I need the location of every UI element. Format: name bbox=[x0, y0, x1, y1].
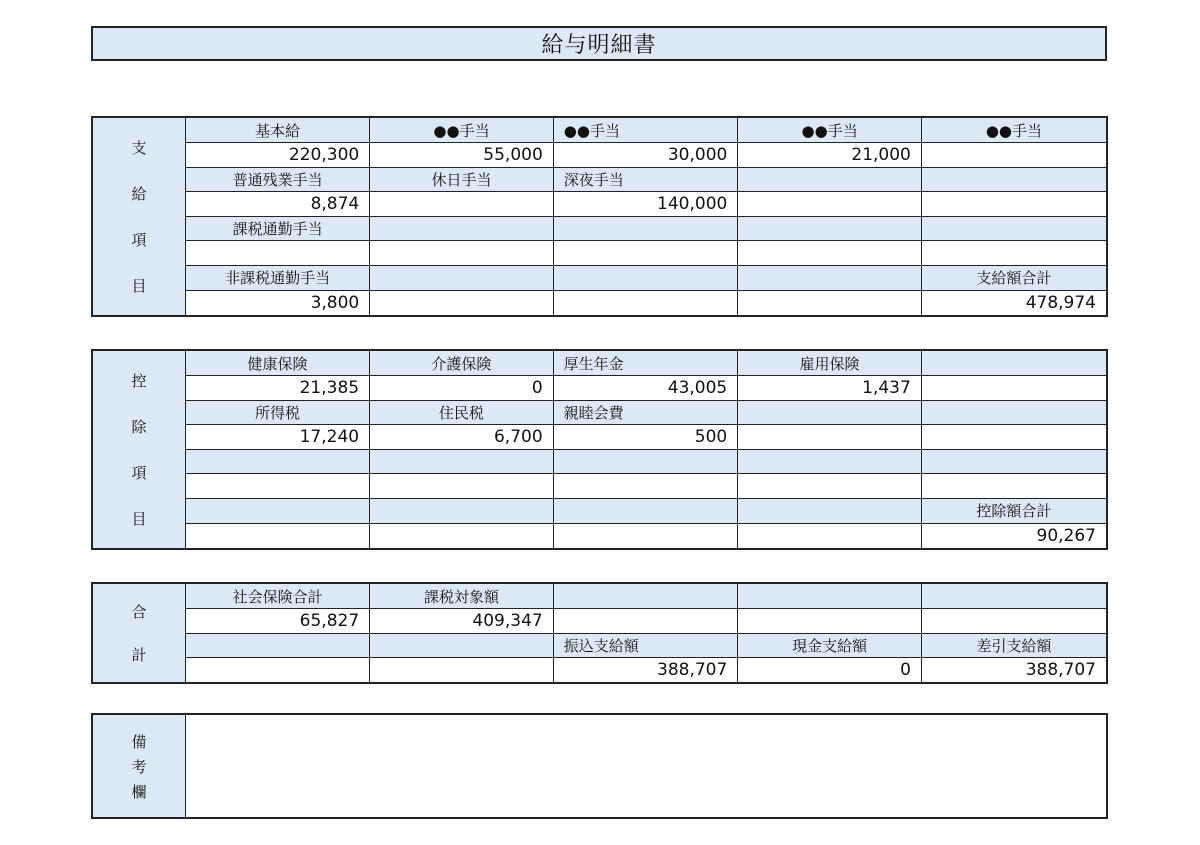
label-char: 合 bbox=[131, 603, 147, 622]
item-label-cell bbox=[370, 449, 554, 474]
amount-cell[interactable]: 140,000 bbox=[553, 192, 738, 217]
label-row bbox=[186, 449, 1106, 474]
item-label-cell bbox=[553, 499, 738, 524]
item-label-cell: ●●手当 bbox=[921, 118, 1106, 143]
item-label-cell: 深夜手当 bbox=[553, 167, 738, 192]
amount-cell[interactable] bbox=[370, 474, 554, 499]
item-label-cell: 介護保険 bbox=[370, 351, 554, 376]
item-label-cell bbox=[553, 584, 738, 609]
value-row bbox=[186, 523, 1106, 548]
totals-table bbox=[186, 584, 1106, 682]
item-label-cell: ●●手当 bbox=[738, 118, 922, 143]
label-char: 項 bbox=[131, 463, 147, 482]
amount-cell[interactable]: 0 bbox=[738, 658, 922, 683]
item-label-cell: ●●手当 bbox=[370, 118, 554, 143]
amount-cell[interactable] bbox=[370, 192, 554, 217]
item-label-cell bbox=[921, 449, 1106, 474]
amount-cell[interactable] bbox=[370, 658, 554, 683]
value-row bbox=[186, 241, 1106, 266]
label-char: 項 bbox=[131, 230, 147, 249]
amount-cell[interactable] bbox=[553, 523, 738, 548]
label-char: 目 bbox=[131, 510, 147, 529]
item-label-cell bbox=[553, 449, 738, 474]
item-label-cell bbox=[370, 216, 554, 241]
payments-section-label bbox=[93, 118, 186, 315]
item-label-cell: 課税対象額 bbox=[370, 584, 554, 609]
value-row bbox=[186, 658, 1106, 683]
item-label-cell: 休日手当 bbox=[370, 167, 554, 192]
item-label-cell: 課税通勤手当 bbox=[186, 216, 370, 241]
amount-cell[interactable]: 388,707 bbox=[553, 658, 738, 683]
amount-cell[interactable]: 90,267 bbox=[921, 523, 1106, 548]
amount-cell[interactable] bbox=[738, 474, 922, 499]
amount-cell[interactable] bbox=[921, 192, 1106, 217]
label-char: 欄 bbox=[131, 782, 147, 801]
item-label-cell: 差引支給額 bbox=[921, 633, 1106, 658]
totals-section bbox=[91, 582, 1108, 684]
amount-cell[interactable] bbox=[921, 474, 1106, 499]
amount-cell[interactable]: 17,240 bbox=[186, 425, 370, 450]
item-label-cell bbox=[186, 633, 370, 658]
amount-cell[interactable]: 6,700 bbox=[370, 425, 554, 450]
item-label-cell bbox=[553, 216, 738, 241]
label-char: 控 bbox=[131, 371, 147, 390]
label-row bbox=[186, 400, 1106, 425]
label-row bbox=[186, 584, 1106, 609]
amount-cell[interactable]: 43,005 bbox=[553, 376, 738, 401]
item-label-cell bbox=[738, 400, 922, 425]
amount-cell[interactable] bbox=[370, 241, 554, 266]
remarks-section bbox=[91, 713, 1108, 819]
amount-cell[interactable] bbox=[921, 241, 1106, 266]
label-row bbox=[186, 216, 1106, 241]
label-char: 備 bbox=[131, 732, 147, 751]
item-label-cell bbox=[921, 167, 1106, 192]
item-label-cell: 所得税 bbox=[186, 400, 370, 425]
totals-section-label bbox=[93, 584, 186, 682]
amount-cell[interactable] bbox=[921, 143, 1106, 168]
value-row bbox=[186, 474, 1106, 499]
payments-table bbox=[186, 118, 1106, 315]
item-label-cell bbox=[370, 499, 554, 524]
label-row bbox=[186, 633, 1106, 658]
amount-cell[interactable] bbox=[553, 241, 738, 266]
amount-cell[interactable]: 30,000 bbox=[553, 143, 738, 168]
amount-cell[interactable]: 21,385 bbox=[186, 376, 370, 401]
item-label-cell: ●●手当 bbox=[553, 118, 738, 143]
remarks-section-label bbox=[93, 715, 186, 817]
label-char: 除 bbox=[131, 417, 147, 436]
deductions-section bbox=[91, 349, 1108, 550]
label-char: 計 bbox=[131, 646, 147, 665]
item-label-cell bbox=[553, 266, 738, 291]
amount-cell[interactable]: 55,000 bbox=[370, 143, 554, 168]
item-label-cell: 基本給 bbox=[186, 118, 370, 143]
amount-cell[interactable] bbox=[738, 425, 922, 450]
item-label-cell bbox=[921, 351, 1106, 376]
item-label-cell bbox=[921, 584, 1106, 609]
amount-cell[interactable]: 65,827 bbox=[186, 609, 370, 634]
item-label-cell bbox=[738, 266, 922, 291]
amount-cell[interactable] bbox=[370, 290, 554, 315]
item-label-cell: 厚生年金 bbox=[553, 351, 738, 376]
amount-cell[interactable] bbox=[186, 241, 370, 266]
value-row bbox=[186, 376, 1106, 401]
amount-cell[interactable] bbox=[921, 609, 1106, 634]
amount-cell[interactable] bbox=[921, 376, 1106, 401]
item-label-cell: 親睦会費 bbox=[553, 400, 738, 425]
label-row bbox=[186, 167, 1106, 192]
remarks-field[interactable] bbox=[186, 715, 1106, 817]
label-char: 給 bbox=[131, 184, 147, 203]
amount-cell[interactable]: 21,000 bbox=[738, 143, 922, 168]
deductions-section-label bbox=[93, 351, 186, 548]
deductions-table bbox=[186, 351, 1106, 548]
item-label-cell bbox=[738, 584, 922, 609]
amount-cell[interactable]: 409,347 bbox=[370, 609, 554, 634]
item-label-cell: 振込支給額 bbox=[553, 633, 738, 658]
amount-cell[interactable] bbox=[370, 523, 554, 548]
value-row bbox=[186, 425, 1106, 450]
amount-cell[interactable] bbox=[921, 425, 1106, 450]
amount-cell[interactable] bbox=[186, 523, 370, 548]
amount-cell[interactable] bbox=[738, 609, 922, 634]
amount-cell[interactable] bbox=[553, 609, 738, 634]
label-char: 考 bbox=[131, 757, 147, 776]
item-label-cell bbox=[370, 266, 554, 291]
item-label-cell bbox=[738, 449, 922, 474]
item-label-cell bbox=[186, 449, 370, 474]
amount-cell[interactable] bbox=[738, 192, 922, 217]
label-row bbox=[186, 351, 1106, 376]
amount-cell[interactable]: 220,300 bbox=[186, 143, 370, 168]
amount-cell[interactable]: 0 bbox=[370, 376, 554, 401]
amount-cell[interactable] bbox=[553, 290, 738, 315]
item-label-cell bbox=[738, 216, 922, 241]
amount-cell[interactable]: 500 bbox=[553, 425, 738, 450]
value-row bbox=[186, 143, 1106, 168]
item-label-cell: 健康保険 bbox=[186, 351, 370, 376]
label-char: 支 bbox=[131, 138, 147, 157]
amount-cell[interactable]: 478,974 bbox=[921, 290, 1106, 315]
amount-cell[interactable] bbox=[738, 241, 922, 266]
amount-cell[interactable]: 8,874 bbox=[186, 192, 370, 217]
amount-cell[interactable]: 3,800 bbox=[186, 290, 370, 315]
payments-section bbox=[91, 116, 1108, 317]
item-label-cell: 住民税 bbox=[370, 400, 554, 425]
item-label-cell bbox=[738, 167, 922, 192]
value-row bbox=[186, 192, 1106, 217]
item-label-cell: 非課税通勤手当 bbox=[186, 266, 370, 291]
label-row bbox=[186, 499, 1106, 524]
amount-cell[interactable] bbox=[553, 474, 738, 499]
amount-cell[interactable] bbox=[186, 474, 370, 499]
item-label-cell bbox=[738, 499, 922, 524]
page-title: 給与明細書 bbox=[91, 26, 1107, 61]
item-label-cell: 控除額合計 bbox=[921, 499, 1106, 524]
value-row bbox=[186, 290, 1106, 315]
item-label-cell: 支給額合計 bbox=[921, 266, 1106, 291]
item-label-cell bbox=[921, 400, 1106, 425]
item-label-cell: 普通残業手当 bbox=[186, 167, 370, 192]
amount-cell[interactable] bbox=[186, 658, 370, 683]
item-label-cell bbox=[921, 216, 1106, 241]
item-label-cell bbox=[370, 633, 554, 658]
item-label-cell: 社会保険合計 bbox=[186, 584, 370, 609]
item-label-cell bbox=[186, 499, 370, 524]
amount-cell[interactable] bbox=[738, 523, 922, 548]
label-row bbox=[186, 118, 1106, 143]
amount-cell[interactable]: 388,707 bbox=[921, 658, 1106, 683]
label-row bbox=[186, 266, 1106, 291]
amount-cell[interactable]: 1,437 bbox=[738, 376, 922, 401]
value-row bbox=[186, 609, 1106, 634]
amount-cell[interactable] bbox=[738, 290, 922, 315]
item-label-cell: 現金支給額 bbox=[738, 633, 922, 658]
item-label-cell: 雇用保険 bbox=[738, 351, 922, 376]
label-char: 目 bbox=[131, 277, 147, 296]
